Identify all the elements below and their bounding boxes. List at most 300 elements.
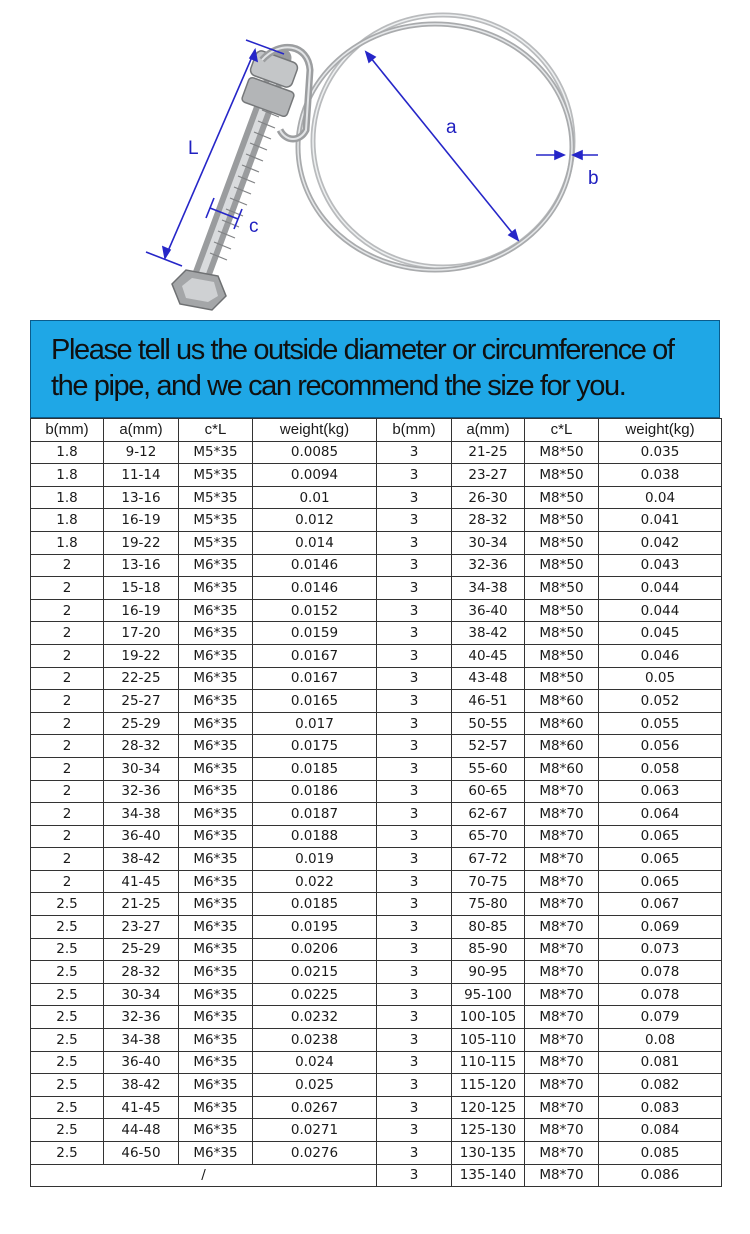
table-cell: 0.0238 [253, 1029, 377, 1052]
table-cell: 0.0175 [253, 735, 377, 758]
table-cell: 70-75 [452, 870, 525, 893]
table-cell: 1.8 [31, 486, 104, 509]
table-cell: 0.0146 [253, 577, 377, 600]
table-cell: 0.0167 [253, 644, 377, 667]
table-cell: 65-70 [452, 825, 525, 848]
table-body [31, 441, 722, 1164]
table-cell: 32-36 [104, 780, 179, 803]
table-cell: 67-72 [452, 848, 525, 871]
table-cell: 0.069 [599, 916, 722, 939]
table-cell: 3 [377, 893, 452, 916]
table-cell: 2 [31, 757, 104, 780]
table-cell: 25-29 [104, 712, 179, 735]
table-row [31, 916, 722, 939]
table-cell: 0.046 [599, 644, 722, 667]
table-cell: 0.022 [253, 870, 377, 893]
table-cell: 60-65 [452, 780, 525, 803]
table-cell: 0.0188 [253, 825, 377, 848]
table-cell: 0.0195 [253, 916, 377, 939]
table-cell: 1.8 [31, 441, 104, 464]
table-cell: M6*35 [179, 735, 253, 758]
banner-line-2: the pipe, and we can recommend the size for you. [51, 370, 626, 402]
table-cell: M8*70 [525, 803, 599, 826]
table-cell: 0.0152 [253, 599, 377, 622]
table-cell: 15-18 [104, 577, 179, 600]
table-cell: 0.078 [599, 983, 722, 1006]
table-cell: 2 [31, 577, 104, 600]
table-cell: 3 [377, 1006, 452, 1029]
header-weight-kg: weight(kg) [599, 419, 722, 442]
header-c-l: c*L [525, 419, 599, 442]
table-cell: 2.5 [31, 893, 104, 916]
table-cell: 1.8 [31, 509, 104, 532]
table-cell: 3 [377, 712, 452, 735]
table-header-row [31, 419, 722, 442]
table-cell: 3 [377, 1142, 452, 1165]
table-row [31, 622, 722, 645]
table-row [31, 1164, 722, 1187]
table-cell: 3 [377, 961, 452, 984]
table-cell: 0.078 [599, 961, 722, 984]
table-cell: 2 [31, 599, 104, 622]
table-cell: 0.056 [599, 735, 722, 758]
table-cell: M8*50 [525, 554, 599, 577]
table-cell: 3 [377, 622, 452, 645]
table-cell: 0.044 [599, 577, 722, 600]
table-cell: 3 [377, 848, 452, 871]
table-cell: 0.043 [599, 554, 722, 577]
table-cell: 0.086 [599, 1164, 722, 1187]
table-cell: 30-34 [104, 757, 179, 780]
table-cell: 2.5 [31, 1074, 104, 1097]
table-cell: 28-32 [452, 509, 525, 532]
header-a-mm: a(mm) [104, 419, 179, 442]
table-cell: 0.063 [599, 780, 722, 803]
table-cell: 2.5 [31, 1029, 104, 1052]
table-row [31, 464, 722, 487]
header-a-mm: a(mm) [452, 419, 525, 442]
table-cell: 2 [31, 644, 104, 667]
table-cell: 2 [31, 825, 104, 848]
table-cell: M6*35 [179, 893, 253, 916]
table-cell: M6*35 [179, 644, 253, 667]
table-cell: 3 [377, 441, 452, 464]
table-cell: M6*35 [179, 1119, 253, 1142]
table-row [31, 938, 722, 961]
table-cell: 2.5 [31, 938, 104, 961]
table-cell: 0.065 [599, 825, 722, 848]
table-cell: 0.0187 [253, 803, 377, 826]
table-cell: 0.0185 [253, 893, 377, 916]
table-cell: M6*35 [179, 848, 253, 871]
table-cell: 2.5 [31, 1096, 104, 1119]
table-cell: 3 [377, 983, 452, 1006]
table-cell: 46-50 [104, 1142, 179, 1165]
table-cell: M6*35 [179, 554, 253, 577]
table-cell: 3 [377, 803, 452, 826]
table-cell: 2.5 [31, 1119, 104, 1142]
table-cell: 28-32 [104, 961, 179, 984]
table-cell: 3 [377, 599, 452, 622]
table-cell: M6*35 [179, 690, 253, 713]
table-cell: 0.012 [253, 509, 377, 532]
table-cell: 2.5 [31, 1006, 104, 1029]
table-cell: 0.038 [599, 464, 722, 487]
table-cell: M6*35 [179, 1029, 253, 1052]
table-cell: M6*35 [179, 938, 253, 961]
header-c-l: c*L [179, 419, 253, 442]
dimension-label-b: b [588, 168, 599, 189]
table-row [31, 983, 722, 1006]
table-cell: 0.0186 [253, 780, 377, 803]
table-cell: 2 [31, 848, 104, 871]
table-cell: 2 [31, 554, 104, 577]
table-cell: 0.084 [599, 1119, 722, 1142]
table-cell: 3 [377, 1074, 452, 1097]
table-cell: 0.045 [599, 622, 722, 645]
table-cell: 2 [31, 780, 104, 803]
table-cell: 3 [377, 644, 452, 667]
table-cell: 16-19 [104, 509, 179, 532]
table-cell: 52-57 [452, 735, 525, 758]
table-cell: 13-16 [104, 554, 179, 577]
table-cell: 0.0276 [253, 1142, 377, 1165]
table-cell: 50-55 [452, 712, 525, 735]
table-cell: 85-90 [452, 938, 525, 961]
table-cell: M6*35 [179, 622, 253, 645]
table-cell: 120-125 [452, 1096, 525, 1119]
table-cell: 0.014 [253, 531, 377, 554]
header-weight-kg: weight(kg) [253, 419, 377, 442]
table-cell: 21-25 [452, 441, 525, 464]
table-cell: 38-42 [452, 622, 525, 645]
table-cell: 0.025 [253, 1074, 377, 1097]
table-cell: 0.0146 [253, 554, 377, 577]
table-cell: M8*70 [525, 780, 599, 803]
table-cell: M8*50 [525, 509, 599, 532]
table-cell: 0.0159 [253, 622, 377, 645]
table-cell: 0.052 [599, 690, 722, 713]
table-cell: 115-120 [452, 1074, 525, 1097]
table-cell: M8*50 [525, 644, 599, 667]
table-cell: 28-32 [104, 735, 179, 758]
table-cell: M6*35 [179, 599, 253, 622]
table-cell: 0.0165 [253, 690, 377, 713]
table-cell: 2.5 [31, 916, 104, 939]
table-cell: 3 [377, 916, 452, 939]
table-cell: 46-51 [452, 690, 525, 713]
table-cell: M8*70 [525, 961, 599, 984]
table-cell: 2.5 [31, 961, 104, 984]
table-row [31, 757, 722, 780]
table-cell-merged: / [31, 1164, 377, 1187]
table-cell: 0.05 [599, 667, 722, 690]
table-cell: 34-38 [452, 577, 525, 600]
table-cell: 3 [377, 938, 452, 961]
table-row [31, 1006, 722, 1029]
table-row [31, 893, 722, 916]
table-cell: 0.067 [599, 893, 722, 916]
table-cell: 25-27 [104, 690, 179, 713]
table-cell: 23-27 [452, 464, 525, 487]
table-cell: 2 [31, 870, 104, 893]
table-cell: 0.0225 [253, 983, 377, 1006]
banner-line-1: Please tell us the outside diameter or circumference of [51, 334, 674, 366]
table-cell: 11-14 [104, 464, 179, 487]
table-row [31, 735, 722, 758]
table-cell: M6*35 [179, 712, 253, 735]
table-cell: 3 [377, 780, 452, 803]
header-b-mm: b(mm) [377, 419, 452, 442]
table-cell: 3 [377, 1096, 452, 1119]
table-cell: 0.079 [599, 1006, 722, 1029]
table-row [31, 712, 722, 735]
table-cell: M8*50 [525, 486, 599, 509]
table-cell: 36-40 [104, 825, 179, 848]
table-cell: M6*35 [179, 870, 253, 893]
table-cell: M8*70 [525, 1074, 599, 1097]
table-cell: 130-135 [452, 1142, 525, 1165]
table-cell: M8*70 [525, 916, 599, 939]
table-cell: 3 [377, 825, 452, 848]
table-cell: 0.041 [599, 509, 722, 532]
table-cell: 0.065 [599, 870, 722, 893]
table-cell: 0.081 [599, 1051, 722, 1074]
table-cell: 110-115 [452, 1051, 525, 1074]
table-cell: M8*60 [525, 712, 599, 735]
table-cell: 0.0085 [253, 441, 377, 464]
table-cell: 0.0215 [253, 961, 377, 984]
table-row [31, 486, 722, 509]
table-cell: 3 [377, 667, 452, 690]
table-cell: M8*70 [525, 1051, 599, 1074]
table-cell: 0.073 [599, 938, 722, 961]
table-cell: 3 [377, 577, 452, 600]
table-cell: 44-48 [104, 1119, 179, 1142]
table-cell: 9-12 [104, 441, 179, 464]
table-cell: 41-45 [104, 870, 179, 893]
table-cell: 36-40 [452, 599, 525, 622]
table-cell: 0.0232 [253, 1006, 377, 1029]
table-cell: M8*70 [525, 893, 599, 916]
table-row [31, 667, 722, 690]
table-row [31, 690, 722, 713]
table-cell: 0.024 [253, 1051, 377, 1074]
table-cell: M6*35 [179, 780, 253, 803]
table-cell: M6*35 [179, 1096, 253, 1119]
table-cell: 16-19 [104, 599, 179, 622]
table-cell: 3 [377, 757, 452, 780]
table-cell: M8*50 [525, 622, 599, 645]
table-cell: 125-130 [452, 1119, 525, 1142]
table-cell: 38-42 [104, 1074, 179, 1097]
table-cell: 21-25 [104, 893, 179, 916]
table-cell: 22-25 [104, 667, 179, 690]
table-cell: 0.0094 [253, 464, 377, 487]
table-cell: 0.0267 [253, 1096, 377, 1119]
table-cell: 38-42 [104, 848, 179, 871]
table-cell: M8*70 [525, 938, 599, 961]
dimension-label-a: a [446, 117, 457, 138]
table-cell: M6*35 [179, 1051, 253, 1074]
table-cell: M8*70 [525, 1142, 599, 1165]
table-cell: M8*70 [525, 1096, 599, 1119]
table-cell: M6*35 [179, 961, 253, 984]
table-row [31, 1096, 722, 1119]
table-cell: 3 [377, 554, 452, 577]
table-cell: M8*50 [525, 667, 599, 690]
size-spec-table [30, 418, 722, 1187]
table-cell: 1.8 [31, 531, 104, 554]
table-cell: 3 [377, 509, 452, 532]
table-cell: 0.0206 [253, 938, 377, 961]
table-cell: 3 [377, 870, 452, 893]
table-cell: 0.044 [599, 599, 722, 622]
dimension-label-c: c [249, 216, 259, 237]
table-cell: M8*70 [525, 825, 599, 848]
table-cell: 90-95 [452, 961, 525, 984]
table-cell: M8*70 [525, 1164, 599, 1187]
table-cell: 80-85 [452, 916, 525, 939]
table-cell: 62-67 [452, 803, 525, 826]
table-cell: 2 [31, 735, 104, 758]
table-cell: 36-40 [104, 1051, 179, 1074]
table-cell: 3 [377, 1051, 452, 1074]
table-cell: 55-60 [452, 757, 525, 780]
table-cell: M6*35 [179, 757, 253, 780]
table-row [31, 803, 722, 826]
table-cell: 3 [377, 1119, 452, 1142]
table-cell: 3 [377, 1029, 452, 1052]
table-cell: 105-110 [452, 1029, 525, 1052]
table-cell: 2.5 [31, 1051, 104, 1074]
table-cell: M6*35 [179, 667, 253, 690]
table-row [31, 848, 722, 871]
table-cell: M8*70 [525, 870, 599, 893]
table-cell: M8*60 [525, 735, 599, 758]
table-cell: 0.0185 [253, 757, 377, 780]
table-cell: M8*70 [525, 1006, 599, 1029]
table-cell: 0.019 [253, 848, 377, 871]
table-cell: M8*60 [525, 757, 599, 780]
header-b-mm: b(mm) [31, 419, 104, 442]
table-cell: 135-140 [452, 1164, 525, 1187]
table-cell: M8*70 [525, 983, 599, 1006]
table-cell: M8*50 [525, 599, 599, 622]
table-cell: M8*50 [525, 577, 599, 600]
table-cell: 0.065 [599, 848, 722, 871]
table-cell: 0.0167 [253, 667, 377, 690]
table-cell: M6*35 [179, 983, 253, 1006]
recommendation-banner [30, 320, 720, 418]
table-cell: 43-48 [452, 667, 525, 690]
table-cell: 2.5 [31, 1142, 104, 1165]
table-cell: 0.08 [599, 1029, 722, 1052]
table-cell: M8*70 [525, 1119, 599, 1142]
table-cell: 0.0271 [253, 1119, 377, 1142]
table-cell: 34-38 [104, 803, 179, 826]
table-row [31, 531, 722, 554]
table-row [31, 1029, 722, 1052]
table-row [31, 644, 722, 667]
table-cell: 0.055 [599, 712, 722, 735]
table-cell: 75-80 [452, 893, 525, 916]
table-cell: 23-27 [104, 916, 179, 939]
table-cell: 30-34 [452, 531, 525, 554]
table-cell: 0.01 [253, 486, 377, 509]
table-row [31, 1051, 722, 1074]
table-cell: 2 [31, 622, 104, 645]
bolt-illustration [172, 47, 310, 310]
table-cell: 40-45 [452, 644, 525, 667]
table-cell: 32-36 [452, 554, 525, 577]
table-cell: M8*60 [525, 690, 599, 713]
table-cell: 2 [31, 667, 104, 690]
table-cell: 0.085 [599, 1142, 722, 1165]
table-cell: 0.082 [599, 1074, 722, 1097]
table-cell: 0.064 [599, 803, 722, 826]
table-cell: 100-105 [452, 1006, 525, 1029]
table-cell: 32-36 [104, 1006, 179, 1029]
table-cell: M8*50 [525, 464, 599, 487]
table-cell: M5*35 [179, 509, 253, 532]
table-cell: M5*35 [179, 531, 253, 554]
hose-clamp-diagram [0, 0, 750, 318]
table-row [31, 825, 722, 848]
table-row [31, 1119, 722, 1142]
table-cell: M6*35 [179, 577, 253, 600]
table-cell: 0.083 [599, 1096, 722, 1119]
table-cell: 0.042 [599, 531, 722, 554]
table-row [31, 577, 722, 600]
table-row [31, 554, 722, 577]
dimension-label-L: L [188, 138, 199, 159]
table-cell: M6*35 [179, 825, 253, 848]
table-row [31, 1074, 722, 1097]
table-row [31, 961, 722, 984]
table-cell: 3 [377, 1164, 452, 1187]
table-cell: 19-22 [104, 644, 179, 667]
table-cell: 3 [377, 735, 452, 758]
table-cell: 19-22 [104, 531, 179, 554]
table-row [31, 599, 722, 622]
table-cell: M6*35 [179, 1142, 253, 1165]
table-cell: 3 [377, 531, 452, 554]
table-row [31, 509, 722, 532]
table-cell: 41-45 [104, 1096, 179, 1119]
table-cell: 0.04 [599, 486, 722, 509]
table-cell: 34-38 [104, 1029, 179, 1052]
table-cell: 2 [31, 690, 104, 713]
table-row [31, 870, 722, 893]
table-cell: M6*35 [179, 803, 253, 826]
table-cell: 3 [377, 690, 452, 713]
table-cell: 2.5 [31, 983, 104, 1006]
table-cell: 2 [31, 803, 104, 826]
table-cell: 26-30 [452, 486, 525, 509]
table-cell: 0.058 [599, 757, 722, 780]
table-cell: 1.8 [31, 464, 104, 487]
table-cell: 0.035 [599, 441, 722, 464]
table-cell: 25-29 [104, 938, 179, 961]
table-cell: 13-16 [104, 486, 179, 509]
table-cell: 2 [31, 712, 104, 735]
table-row [31, 1142, 722, 1165]
table-cell: 30-34 [104, 983, 179, 1006]
table-row [31, 780, 722, 803]
table-cell: 95-100 [452, 983, 525, 1006]
table-cell: M8*50 [525, 441, 599, 464]
